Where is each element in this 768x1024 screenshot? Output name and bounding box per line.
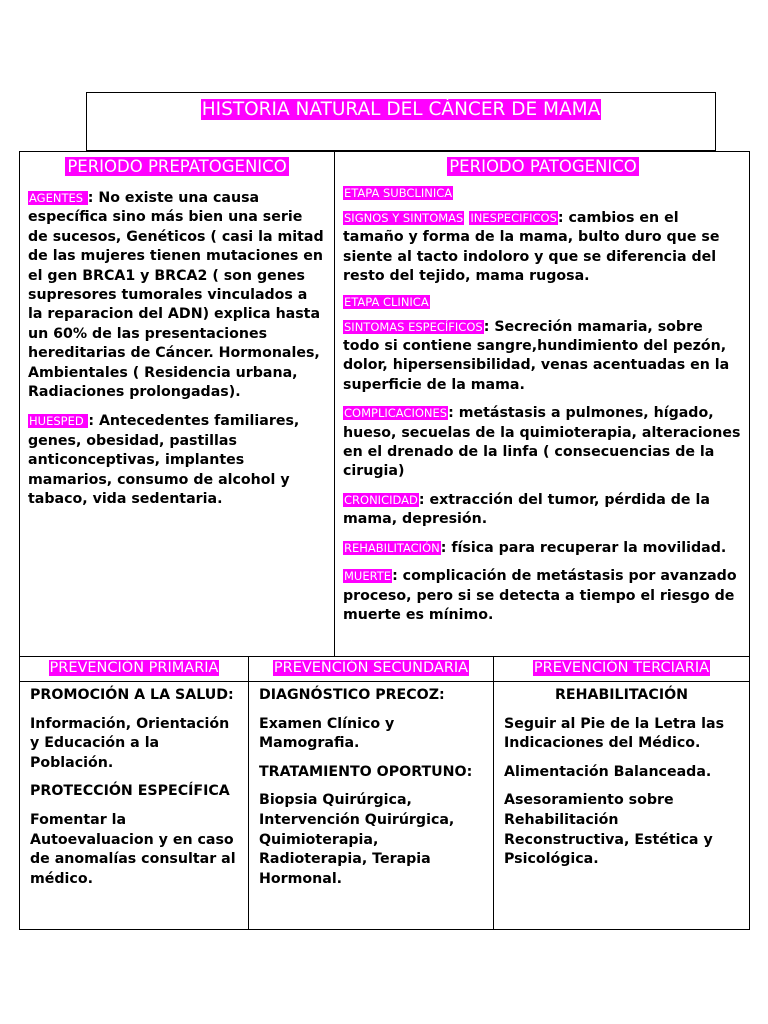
etapa-clinica-tag: ETAPA CLINICA bbox=[344, 294, 429, 309]
inespecificos-tag: INESPECIFICOS bbox=[470, 211, 557, 225]
patogenic-heading bbox=[335, 157, 750, 177]
informacion-text: Información, Orientación y Educación a la Población. bbox=[30, 715, 230, 771]
tratamiento-oportuno: TRATAMIENTO OPORTUNO: bbox=[259, 763, 473, 780]
agentes-text: : No existe una causa específica sino más bien una serie de sucesos, Genéticos ( casi la mitad de las mujeres tienen mutaciones en el gen BRCA1 y BRCA2 ( son genes supresores tumorales vinculados a la reparacion del ADN) explica hasta un 60% de las presentaciones hereditarias de Cáncer. Hormonales, Ambientales ( Residencia urbana, Radiaciones prolongadas). bbox=[28, 190, 324, 401]
alimentacion-text: Alimentación Balanceada. bbox=[504, 763, 712, 780]
complicaciones-text: : metástasis a pulmones, hígado, hueso, secuelas de la quimioterapia, alteraciones en el drenado de la linfa ( consecuencias de la cirugia) bbox=[343, 405, 741, 480]
huesped-tag: HUESPED bbox=[29, 414, 88, 429]
agentes-tag: AGENTES bbox=[29, 191, 87, 205]
muerte-text: : complicación de metástasis por avanzado proceso, pero si se detecta a tiempo el riesgo de muerte es mínimo. bbox=[343, 568, 737, 623]
seguir-indicaciones-text: Seguir al Pie de la Letra las Indicaciones del Médico. bbox=[504, 715, 725, 752]
prevencion-primaria-body bbox=[20, 686, 248, 889]
diagnostico-precoz: DIAGNÓSTICO PRECOZ: bbox=[259, 687, 445, 703]
rehabilitacion-text: : física para recuperar la movilidad. bbox=[440, 539, 727, 556]
rehabilitacion-tag: REHABILITACIÓN bbox=[344, 540, 440, 555]
patogenic-column bbox=[335, 152, 750, 625]
biopsia-text: Biopsia Quirúrgica, Intervención Quirúrgica, Quimioterapia, Radioterapia, Terapia Hormonal. bbox=[259, 792, 455, 887]
autoevaluacion-text: Fomentar la Autoevaluacion y en caso de anomalías consultar al médico. bbox=[30, 811, 236, 887]
muerte-paragraph bbox=[343, 567, 743, 625]
proteccion-especifica: PROTECCIÓN ESPECÍFICA bbox=[30, 783, 230, 800]
complicaciones-tag: COMPLICACIONES bbox=[344, 406, 448, 421]
patogenic-heading-text: PERIODO PATOGENICO bbox=[449, 157, 637, 176]
huesped-paragraph bbox=[28, 412, 326, 509]
asesoramiento-text: Asesoramiento sobre Rehabilitación Reconstructiva, Estética y Psicológica. bbox=[504, 792, 713, 868]
prevention-table bbox=[19, 656, 750, 930]
sintomas-text: : Secreción mamaria, sobre todo si contiene sangre,hundimiento del pezón, dolor, hipersensibilidad, venas acentuadas en la superficie de la mama. bbox=[343, 318, 730, 393]
etapa-clinica bbox=[343, 293, 743, 312]
prevencion-primaria-heading-text: PREVENCIÓN PRIMARIA bbox=[49, 660, 219, 676]
etapa-subclinica-tag: ETAPA SUBCLINICA bbox=[344, 186, 453, 200]
agentes-paragraph bbox=[28, 189, 326, 402]
prevencion-secundaria-heading bbox=[249, 657, 493, 682]
muerte-tag: MUERTE bbox=[344, 569, 392, 584]
prevencion-primaria-column bbox=[20, 657, 249, 929]
sintomas-paragraph bbox=[343, 318, 743, 396]
prevencion-terciaria-body bbox=[494, 686, 749, 870]
prevencion-terciaria-heading bbox=[494, 657, 749, 682]
document-title bbox=[87, 99, 715, 121]
rehabilitacion-heading: REHABILITACIÓN bbox=[554, 687, 689, 703]
cronicidad-paragraph bbox=[343, 491, 743, 530]
promocion-salud: PROMOCIÓN A LA SALUD: bbox=[30, 687, 234, 703]
title-box bbox=[86, 92, 716, 151]
prepatogenic-column bbox=[20, 152, 334, 510]
prevencion-secundaria-body bbox=[249, 686, 493, 889]
document-title-text: HISTORIA NATURAL DEL CÁNCER DE MAMA bbox=[201, 99, 601, 120]
prevencion-secundaria-column bbox=[249, 657, 494, 929]
complicaciones-paragraph bbox=[343, 404, 743, 482]
sintomas-tag: SINTOMAS ESPECÍFICOS bbox=[344, 319, 483, 334]
signos-text: : cambios en el tamaño y forma de la mama, bulto duro que se siente al tacto indoloro y que se diferencia del resto del tejido, mama rugosa. bbox=[343, 210, 720, 285]
prevencion-primaria-heading bbox=[20, 657, 248, 682]
huesped-text: : Antecedentes familiares, genes, obesidad, pastillas anticonceptivas, implantes mamarios, consumo de alcohol y tabaco, vida sedentaria. bbox=[28, 413, 300, 508]
signos-tag: SIGNOS Y SINTOMAS bbox=[344, 211, 464, 225]
signos-paragraph bbox=[343, 209, 743, 287]
cronicidad-text: : extracción del tumor, pérdida de la mama, depresión. bbox=[343, 491, 710, 528]
prevencion-secundaria-heading-text: PREVENCIÓN SECUNDARIA bbox=[273, 660, 469, 676]
prepatogenic-heading-text: PERIODO PREPATOGENICO bbox=[67, 157, 287, 176]
rehabilitacion-paragraph bbox=[343, 539, 743, 558]
prevencion-terciaria-heading-text: PREVENCIÓN TERCIARIA bbox=[533, 660, 710, 676]
periods-table bbox=[19, 151, 750, 657]
examen-clinico-text: Examen Clínico y Mamografia. bbox=[259, 715, 395, 752]
etapa-subclinica bbox=[343, 184, 743, 203]
prevencion-terciaria-column bbox=[494, 657, 749, 929]
cronicidad-tag: CRONICIDAD bbox=[344, 492, 418, 507]
prepatogenic-heading bbox=[20, 157, 334, 177]
